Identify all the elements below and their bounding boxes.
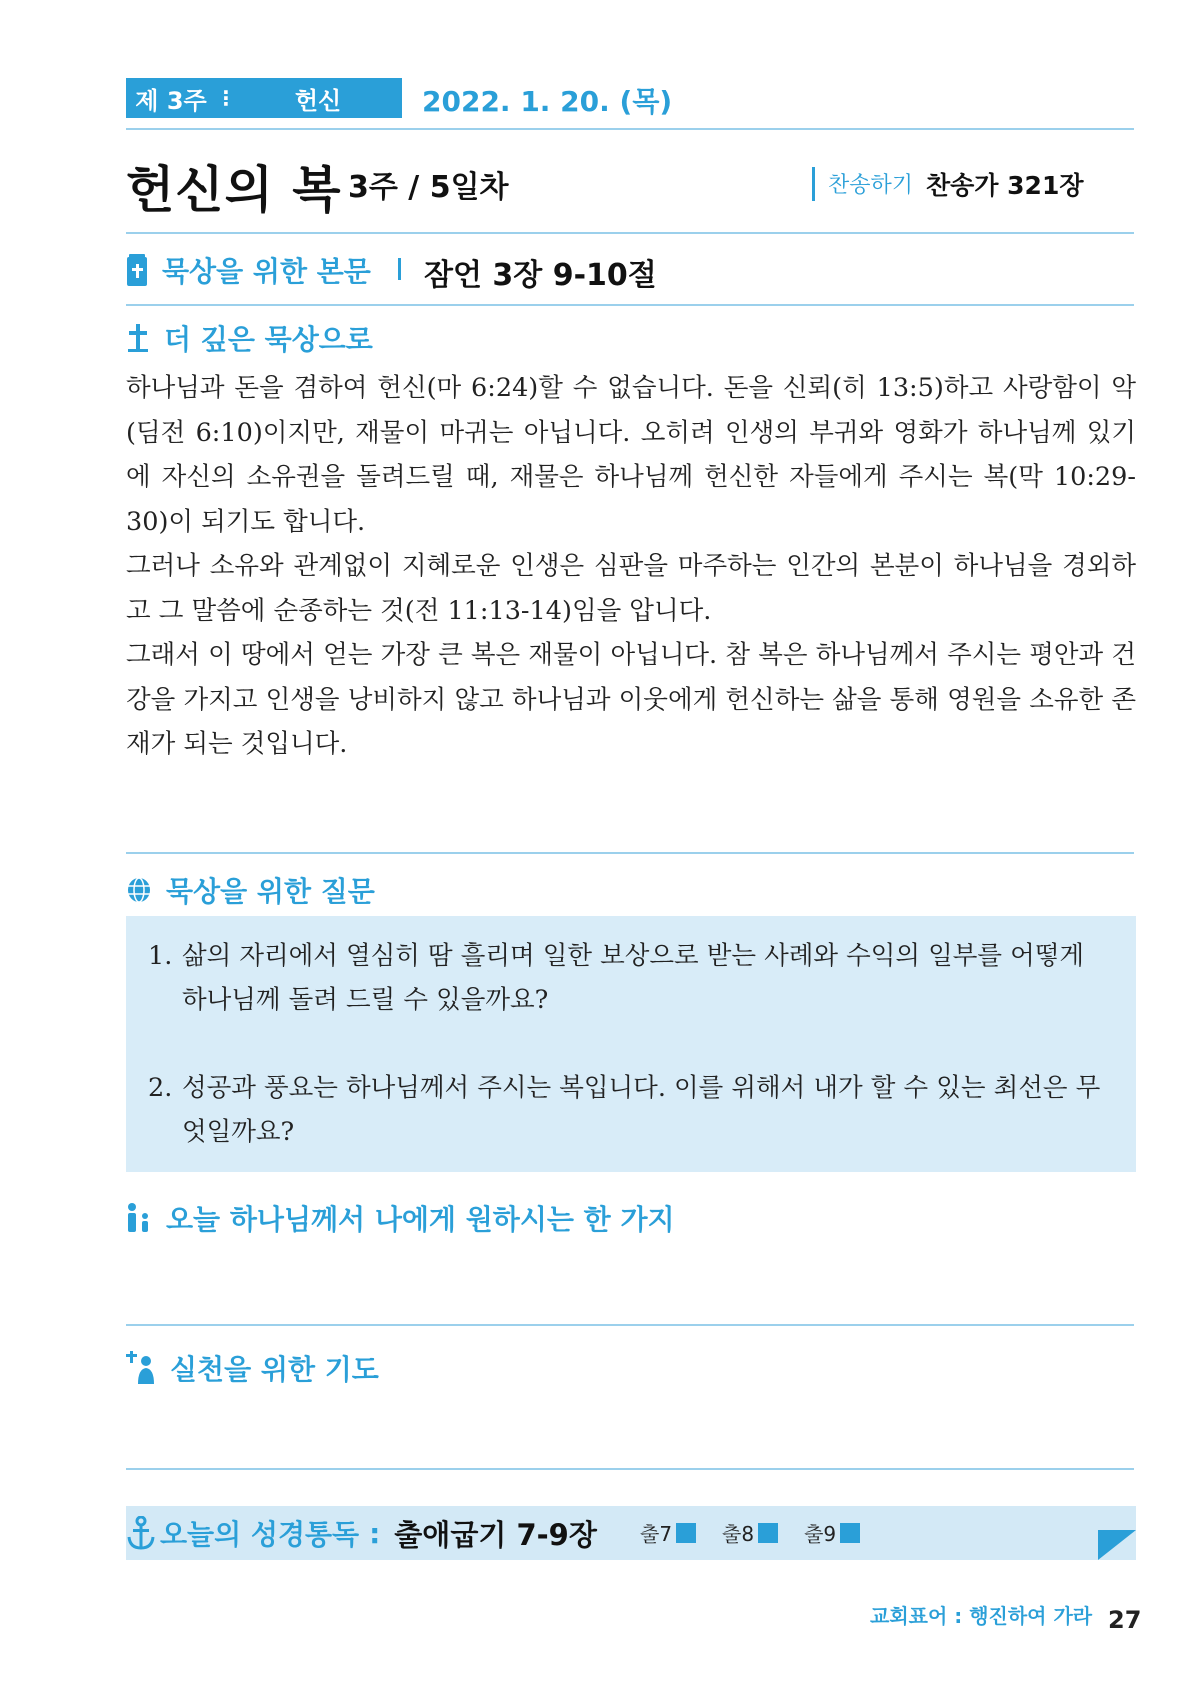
hymn-label: 찬송하기 — [828, 173, 914, 198]
meditation-body — [126, 366, 1136, 767]
date: 2022. 1. 20. (목) — [422, 85, 673, 118]
reading-row — [126, 1508, 597, 1558]
praying-icon — [126, 1351, 156, 1385]
bible-icon — [126, 253, 148, 287]
question-number: 1. — [148, 941, 173, 971]
prayer-heading — [126, 1348, 379, 1388]
check-item[interactable] — [804, 1518, 860, 1547]
checkbox[interactable] — [676, 1523, 696, 1543]
scripture-separator — [398, 258, 401, 280]
church-motto: 교회표어 : 행진하여 가라 — [870, 1604, 1093, 1628]
divider — [126, 304, 1134, 306]
people-icon — [126, 1202, 152, 1234]
page-title: 헌신의 복 — [126, 161, 342, 219]
deeper-label: 더 깊은 묵상으로 — [164, 323, 373, 356]
divider — [126, 1468, 1134, 1470]
cross-icon — [126, 322, 150, 354]
want-label: 오늘 하나님께서 나에게 원하시는 한 가지 — [166, 1203, 675, 1236]
hymn-bar — [812, 167, 815, 201]
list-item — [148, 934, 1114, 1022]
week-label: 제 3주 — [135, 86, 207, 115]
questions-heading — [126, 870, 375, 910]
prayer-label: 실천을 위한 기도 — [170, 1353, 379, 1386]
deeper-heading — [126, 318, 373, 358]
divider — [126, 232, 1134, 234]
questions-label: 묵상을 위한 질문 — [166, 875, 375, 908]
page-number: 27 — [1108, 1606, 1142, 1634]
list-item — [148, 1066, 1114, 1154]
questions-box — [126, 916, 1136, 1172]
question-text: 삶의 자리에서 열심히 땀 흘리며 일한 보상으로 받는 사례와 수익의 일부를 어떻게 하나님께 돌려 드릴 수 있을까요? — [182, 941, 1085, 1015]
page-corner-icon — [1098, 1530, 1136, 1560]
reading-colon: : — [369, 1516, 381, 1550]
paragraph: 그래서 이 땅에서 얻는 가장 큰 복은 재물이 아닙니다. 참 복은 하나님께서 주시는 평안과 건강을 가지고 인생을 낭비하지 않고 하나님과 이웃에게 헌신하는 삶을 통해 영원을 소유한 존재가 되는 것입니다. — [126, 640, 1136, 759]
reading-checks — [640, 1518, 860, 1547]
paragraph: 그러나 소유와 관계없이 지혜로운 인생은 심판을 마주하는 인간의 본분이 하나님을 경외하고 그 말씀에 순종하는 것(전 11:13-14)임을 압니다. — [126, 551, 1136, 626]
check-item[interactable] — [722, 1518, 778, 1547]
week-topic: 헌신 — [294, 86, 342, 115]
divider — [126, 852, 1134, 854]
divider — [126, 128, 1134, 130]
check-item[interactable] — [640, 1518, 696, 1547]
reading-label: 오늘의 성경통독 — [160, 1518, 360, 1551]
check-label: 출8 — [722, 1522, 755, 1546]
question-text: 성공과 풍요는 하나님께서 주시는 복입니다. 이를 위해서 내가 할 수 있는 최선은 무엇일까요? — [182, 1073, 1101, 1147]
week-separator: ⋮ — [216, 86, 234, 110]
want-heading — [126, 1198, 675, 1238]
week-tag — [126, 78, 402, 118]
page-subtitle: 3주 / 5일차 — [348, 170, 509, 205]
paragraph: 하나님과 돈을 겸하여 헌신(마 6:24)할 수 없습니다. 돈을 신뢰(히 13:5)하고 사랑함이 악(딤전 6:10)이지만, 재물이 마귀는 아닙니다. 오히려 인생의 부귀와 영화가 하나님께 있기에 자신의 소유권을 돌려드릴 때, 재물은 하나님께 헌신한 자들에게 주시는 복(막 10:29-30)이 되기도 합니다. — [126, 373, 1136, 537]
check-label: 출7 — [640, 1522, 673, 1546]
globe-icon — [126, 876, 152, 904]
question-number: 2. — [148, 1073, 173, 1103]
anchor-icon — [126, 1516, 156, 1550]
scripture-heading — [126, 250, 371, 290]
checkbox[interactable] — [840, 1523, 860, 1543]
checkbox[interactable] — [758, 1523, 778, 1543]
check-label: 출9 — [804, 1522, 837, 1546]
questions-list — [126, 916, 1136, 1154]
hymn-value: 찬송가 321장 — [926, 171, 1084, 200]
scripture-label: 묵상을 위한 본문 — [162, 255, 371, 288]
scripture-reference: 잠언 3장 9-10절 — [424, 258, 657, 293]
reading-book: 출애굽기 7-9장 — [394, 1517, 597, 1552]
divider — [126, 1324, 1134, 1326]
